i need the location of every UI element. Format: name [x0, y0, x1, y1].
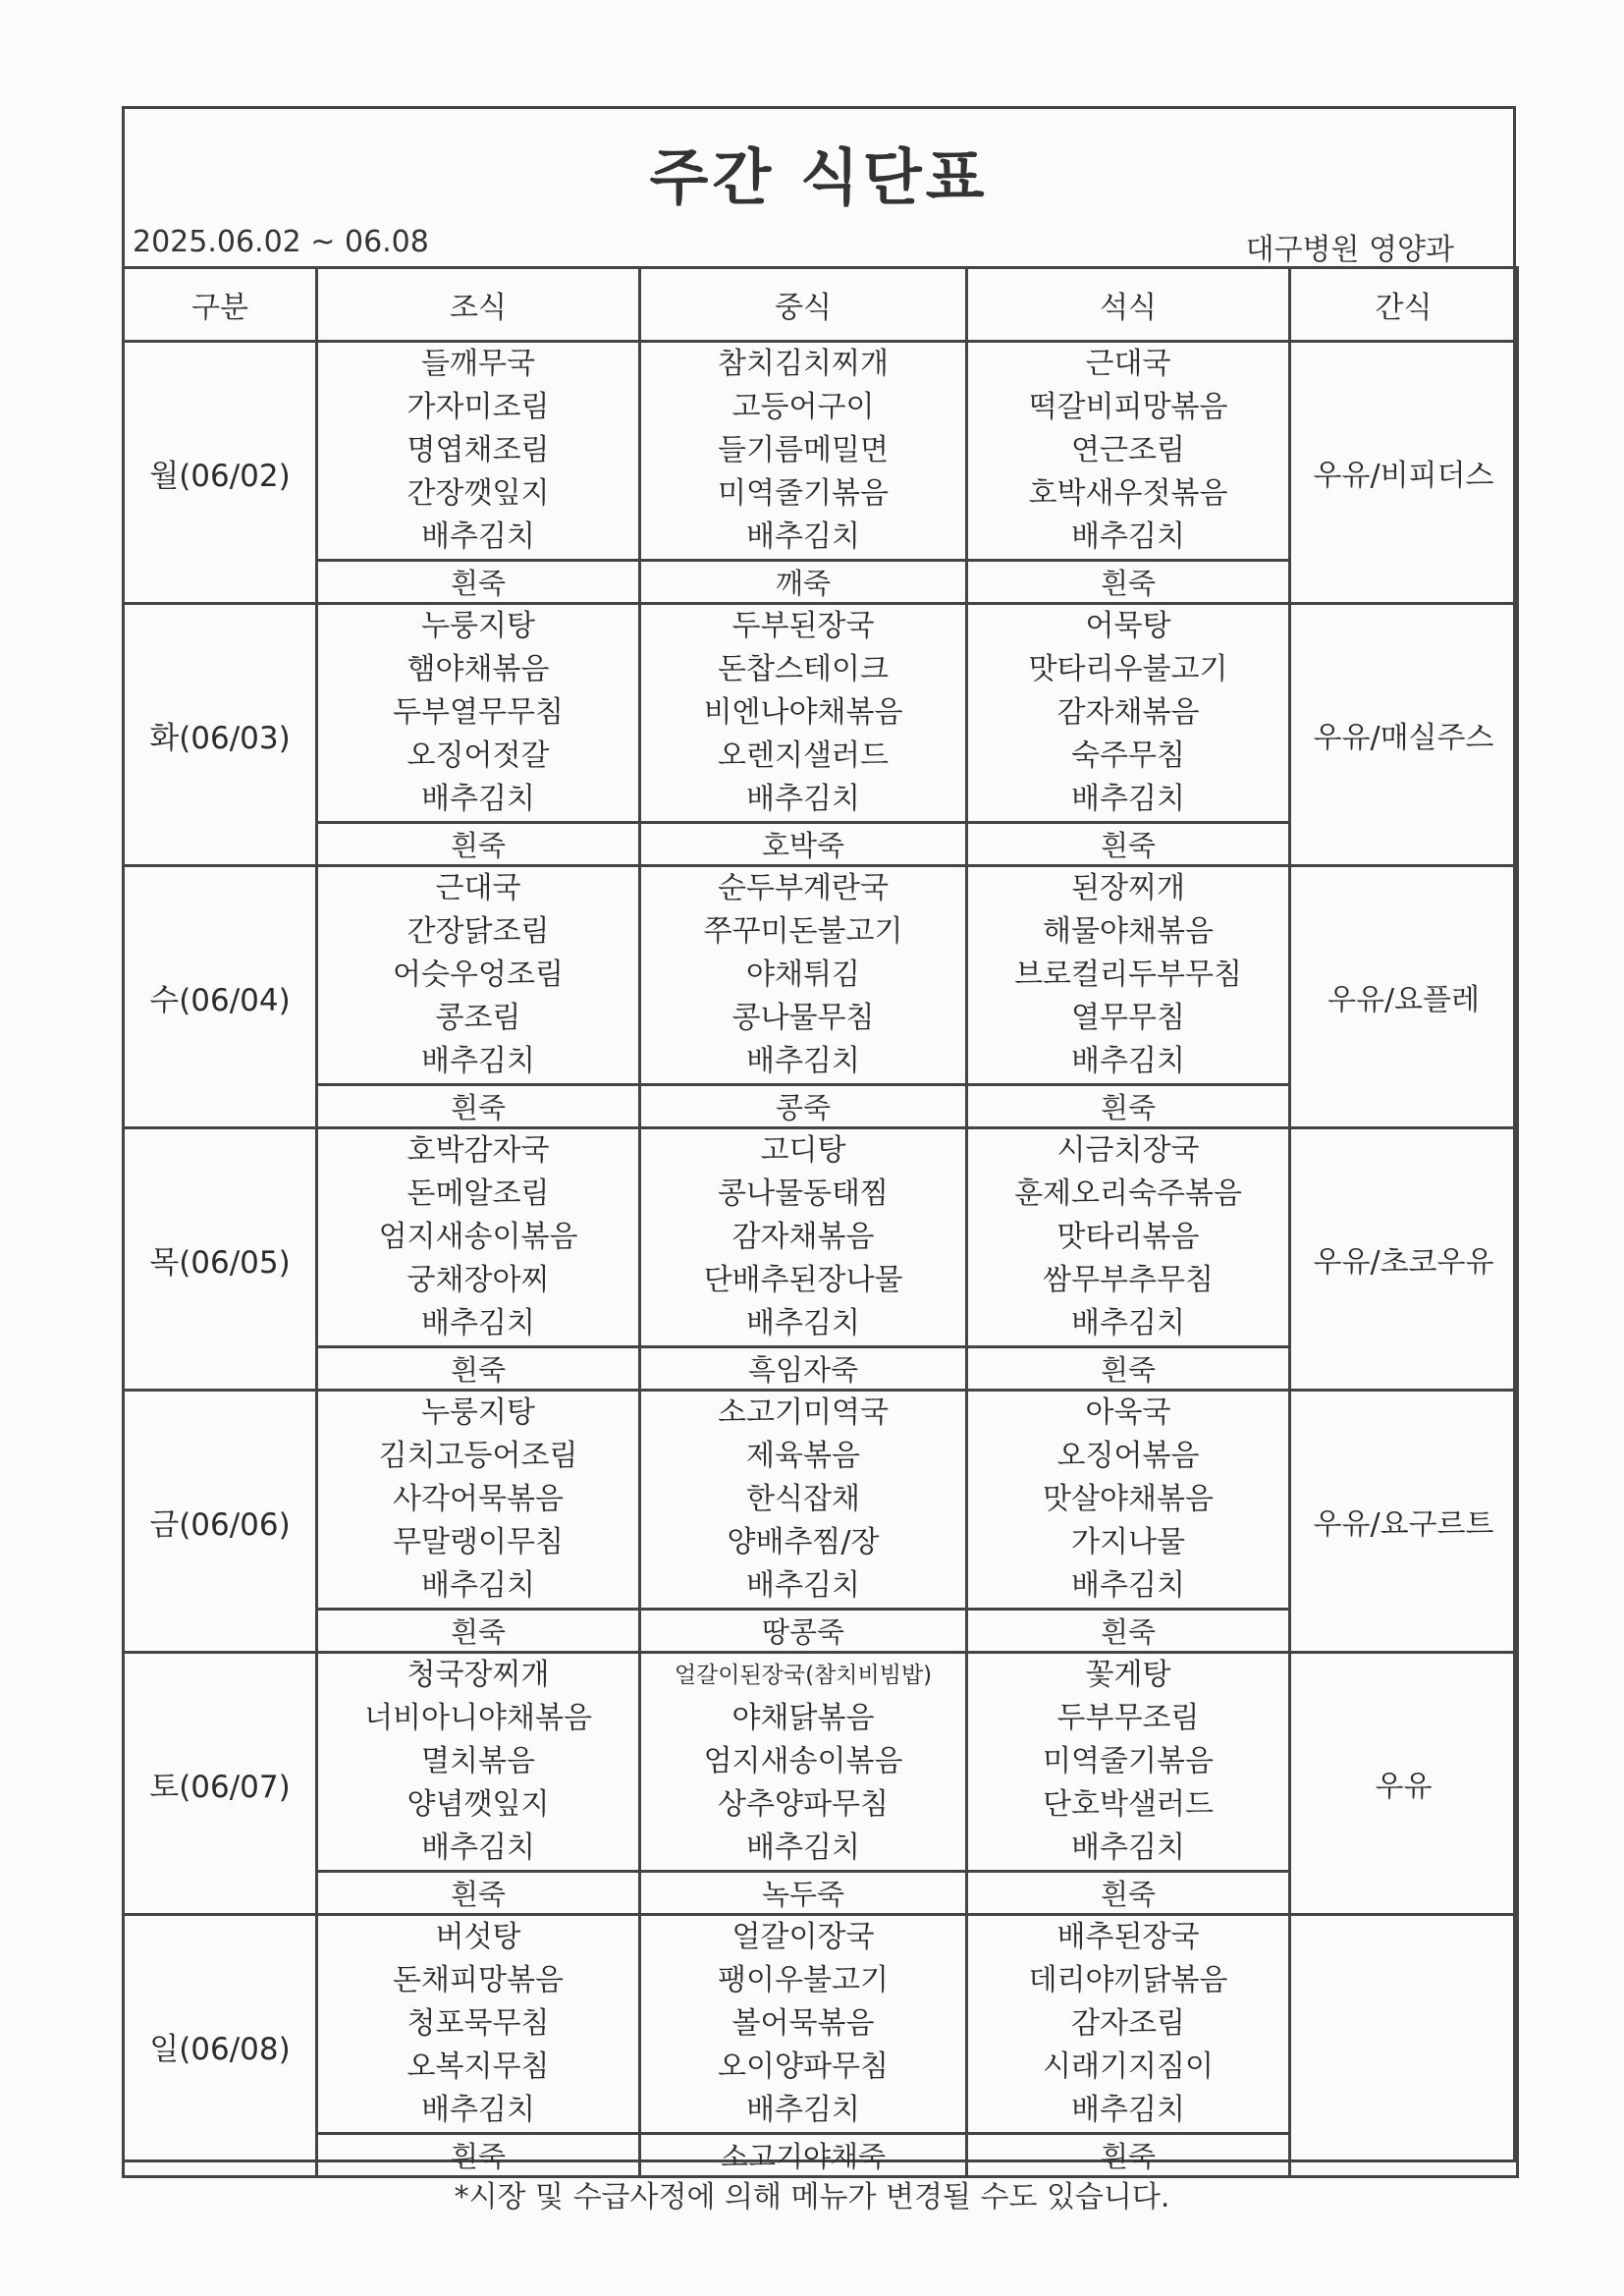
menu-item: 감자채볶음 [1056, 695, 1200, 730]
lunch-menu-cell [640, 1391, 967, 1610]
menu-item: 배추김치 [421, 1568, 535, 1603]
menu-item: 누룽지탕 [421, 1395, 535, 1430]
porridge-cell: 흑임자죽 [640, 1347, 967, 1391]
menu-item: 근대국 [435, 871, 521, 905]
menu-item: 오복지무침 [406, 2050, 550, 2084]
snack-cell: 우유/매실주스 [1290, 604, 1518, 866]
menu-item: 배추김치 [746, 1568, 860, 1603]
table-row [124, 604, 1518, 823]
menu-item: 얼갈이장국 [731, 1920, 875, 1954]
menu-item: 사각어묵볶음 [393, 1482, 564, 1516]
menu-item: 숙주무침 [1071, 738, 1185, 773]
porridge-cell: 흰죽 [317, 561, 640, 604]
menu-item: 들깨무국 [421, 347, 535, 381]
menu-item: 호박새우젓볶음 [1028, 476, 1228, 511]
snack-cell: 우유/요구르트 [1290, 1391, 1518, 1653]
menu-item: 콩나물동태찜 [718, 1176, 889, 1211]
menu-item: 비엔나야채볶음 [703, 695, 903, 730]
porridge-cell: 땅콩죽 [640, 1610, 967, 1653]
menu-item: 배추김치 [421, 1044, 535, 1078]
porridge-cell: 소고기야채죽 [640, 2134, 967, 2177]
snack-cell: 우유/요플레 [1290, 866, 1518, 1128]
menu-item: 엄지새송이볶음 [703, 1744, 903, 1778]
menu-item: 배추김치 [746, 1831, 860, 1865]
dinner-menu-cell [967, 604, 1290, 823]
porridge-cell: 흰죽 [317, 1610, 640, 1653]
dinner-menu-cell [967, 1391, 1290, 1610]
menu-item: 양배추찜/장 [727, 1525, 880, 1559]
menu-item: 팽이우불고기 [718, 1963, 889, 1997]
porridge-cell: 콩죽 [640, 1085, 967, 1128]
breakfast-menu-cell [317, 342, 640, 561]
breakfast-menu-cell [317, 604, 640, 823]
menu-item: 호박감자국 [406, 1133, 550, 1168]
menu-item: 두부열무무침 [393, 695, 564, 730]
menu-item: 미역줄기볶음 [718, 476, 889, 511]
menu-frame [122, 106, 1516, 2173]
menu-item: 훈제오리숙주볶음 [1014, 1176, 1242, 1211]
breakfast-menu-cell [317, 1391, 640, 1610]
column-header-breakfast: 조식 [317, 268, 640, 342]
menu-item: 연근조림 [1071, 433, 1185, 467]
menu-item: 맛살야채볶음 [1043, 1482, 1214, 1516]
menu-item: 오징어볶음 [1056, 1439, 1200, 1473]
menu-item: 배추김치 [1071, 1044, 1185, 1078]
weekly-menu-table [122, 266, 1519, 2178]
table-row [124, 866, 1518, 1085]
menu-item: 배추된장국 [1056, 1920, 1200, 1954]
snack-cell: 우유/비피더스 [1290, 342, 1518, 604]
menu-item: 고등어구이 [731, 390, 875, 424]
menu-item: 배추김치 [1071, 519, 1185, 554]
menu-item: 간장깻잎지 [406, 476, 550, 511]
table-row [124, 1128, 1518, 1347]
porridge-cell: 흰죽 [967, 823, 1290, 866]
menu-item: 누룽지탕 [421, 609, 535, 643]
day-label: 월(06/02) [124, 342, 317, 604]
table-row [124, 1391, 1518, 1610]
porridge-cell: 흰죽 [317, 1085, 640, 1128]
lunch-menu-cell [640, 1915, 967, 2134]
menu-item: 김치고등어조림 [378, 1439, 578, 1473]
day-label: 토(06/07) [124, 1653, 317, 1915]
menu-item: 배추김치 [746, 1044, 860, 1078]
porridge-cell: 흰죽 [967, 1610, 1290, 1653]
menu-item: 배추김치 [1071, 1831, 1185, 1865]
dinner-menu-cell [967, 1128, 1290, 1347]
menu-item: 멸치볶음 [421, 1744, 535, 1778]
header-row [124, 268, 1518, 342]
menu-item: 해물야채볶음 [1043, 914, 1214, 949]
menu-item: 오렌지샐러드 [718, 738, 889, 773]
porridge-cell: 녹두죽 [640, 1872, 967, 1915]
menu-item: 궁채장아찌 [406, 1263, 550, 1297]
menu-item: 가자미조림 [406, 390, 550, 424]
porridge-cell: 흰죽 [317, 1347, 640, 1391]
menu-item: 단호박샐러드 [1043, 1787, 1214, 1822]
menu-item: 감자채볶음 [731, 1220, 875, 1254]
porridge-cell: 흰죽 [967, 2134, 1290, 2177]
menu-item: 맛타리우불고기 [1028, 652, 1228, 686]
day-label: 목(06/05) [124, 1128, 317, 1391]
menu-item: 양념깻잎지 [406, 1787, 550, 1822]
menu-item: 너비아니야채볶음 [364, 1701, 592, 1735]
menu-item: 청포묵무침 [406, 2006, 550, 2041]
menu-item: 콩조림 [435, 1001, 521, 1035]
breakfast-menu-cell [317, 866, 640, 1085]
menu-item: 배추김치 [421, 1831, 535, 1865]
menu-item: 꽃게탕 [1085, 1658, 1171, 1692]
day-label: 수(06/04) [124, 866, 317, 1128]
menu-item: 배추김치 [421, 519, 535, 554]
menu-item: 볼어묵볶음 [731, 2006, 875, 2041]
menu-item: 배추김치 [421, 2093, 535, 2127]
menu-item: 순두부계란국 [718, 871, 889, 905]
dinner-menu-cell [967, 342, 1290, 561]
breakfast-menu-cell [317, 1653, 640, 1872]
porridge-cell: 흰죽 [967, 561, 1290, 604]
menu-item: 감자조림 [1071, 2006, 1185, 2041]
snack-cell: 우유/초코우유 [1290, 1128, 1518, 1391]
menu-item: 청국장찌개 [406, 1658, 550, 1692]
menu-item: 배추김치 [746, 2093, 860, 2127]
menu-item: 돈채피망볶음 [393, 1963, 564, 1997]
menu-item: 된장찌개 [1071, 871, 1185, 905]
menu-item: 배추김치 [421, 782, 535, 816]
menu-item: 열무무침 [1071, 1001, 1185, 1035]
dinner-menu-cell [967, 1653, 1290, 1872]
menu-item: 떡갈비피망볶음 [1028, 390, 1228, 424]
porridge-cell: 흰죽 [967, 1085, 1290, 1128]
menu-item: 아욱국 [1085, 1395, 1171, 1430]
menu-item: 돈메알조림 [406, 1176, 550, 1211]
menu-item: 오이양파무침 [718, 2050, 889, 2084]
menu-item: 단배추된장나물 [703, 1263, 903, 1297]
menu-item: 버섯탕 [435, 1920, 521, 1954]
day-label: 금(06/06) [124, 1391, 317, 1653]
menu-item: 엄지새송이볶음 [378, 1220, 578, 1254]
menu-item: 시금치장국 [1056, 1133, 1200, 1168]
menu-item: 어묵탕 [1085, 609, 1171, 643]
menu-item: 소고기미역국 [718, 1395, 889, 1430]
menu-item: 상추양파무침 [718, 1787, 889, 1822]
menu-item: 야채튀김 [746, 957, 860, 992]
menu-item: 쌈무부추무침 [1043, 1263, 1214, 1297]
porridge-cell: 흰죽 [317, 1872, 640, 1915]
menu-item: 시래기지짐이 [1043, 2050, 1214, 2084]
breakfast-menu-cell [317, 1128, 640, 1347]
menu-item: 배추김치 [746, 782, 860, 816]
menu-item: 데리야끼닭볶음 [1028, 1963, 1228, 1997]
menu-item: 참치김치찌개 [718, 347, 889, 381]
date-range: 2025.06.02 ~ 06.08 [133, 225, 429, 259]
menu-item: 근대국 [1085, 347, 1171, 381]
menu-item: 돈찹스테이크 [718, 652, 889, 686]
menu-item: 배추김치 [746, 519, 860, 554]
porridge-cell: 호박죽 [640, 823, 967, 866]
menu-item: 배추김치 [746, 1306, 860, 1340]
menu-item: 무말랭이무침 [393, 1525, 564, 1559]
menu-item: 명엽채조림 [406, 433, 550, 467]
lunch-menu-cell [640, 604, 967, 823]
menu-item: 두부된장국 [731, 609, 875, 643]
menu-item: 배추김치 [1071, 1306, 1185, 1340]
menu-item: 간장닭조림 [406, 914, 550, 949]
menu-item: 미역줄기볶음 [1043, 1744, 1214, 1778]
menu-item: 브로컬리두부무침 [1014, 957, 1242, 992]
dinner-menu-cell [967, 866, 1290, 1085]
menu-item: 콩나물무침 [731, 1001, 875, 1035]
column-header-category: 구분 [124, 268, 317, 342]
lunch-menu-cell [640, 1128, 967, 1347]
menu-item: 어슷우엉조림 [393, 957, 564, 992]
column-header-lunch: 중식 [640, 268, 967, 342]
footer-note: *시장 및 수급사정에 의해 메뉴가 변경될 수도 있습니다. [454, 2180, 1170, 2214]
porridge-cell: 흰죽 [317, 2134, 640, 2177]
lunch-menu-cell [640, 866, 967, 1085]
table-row [124, 342, 1518, 561]
menu-item: 배추김치 [1071, 782, 1185, 816]
table-row [124, 1653, 1518, 1872]
menu-item: 배추김치 [1071, 2093, 1185, 2127]
menu-item: 들기름메밀면 [718, 433, 889, 467]
porridge-cell: 흰죽 [967, 1347, 1290, 1391]
menu-item: 쭈꾸미돈불고기 [703, 914, 903, 949]
menu-item: 오징어젓갈 [406, 738, 550, 773]
dinner-menu-cell [967, 1915, 1290, 2134]
day-label: 화(06/03) [124, 604, 317, 866]
menu-item: 제육볶음 [746, 1439, 860, 1473]
menu-item: 두부무조림 [1056, 1701, 1200, 1735]
porridge-cell: 흰죽 [967, 1872, 1290, 1915]
menu-item: 배추김치 [421, 1306, 535, 1340]
menu-item: 맛타리볶음 [1056, 1220, 1200, 1254]
porridge-cell: 깨죽 [640, 561, 967, 604]
page-title: 주간 식단표 [649, 141, 989, 213]
lunch-menu-cell [640, 1653, 967, 1872]
menu-item: 야채닭볶음 [731, 1701, 875, 1735]
snack-cell: 우유 [1290, 1653, 1518, 1915]
department-label: 대구병원 영양과 [1245, 233, 1454, 267]
column-header-snack: 간식 [1290, 268, 1518, 342]
menu-item: 배추김치 [1071, 1568, 1185, 1603]
menu-item: 고디탕 [760, 1133, 846, 1168]
lunch-menu-cell [640, 342, 967, 561]
column-header-dinner: 석식 [967, 268, 1290, 342]
table-row [124, 1915, 1518, 2134]
porridge-cell: 흰죽 [317, 823, 640, 866]
day-label: 일(06/08) [124, 1915, 317, 2177]
menu-item: 한식잡채 [746, 1482, 860, 1516]
breakfast-menu-cell [317, 1915, 640, 2134]
menu-item: 얼갈이된장국(참치비빔밥) [674, 1663, 933, 1688]
menu-item: 가지나물 [1071, 1525, 1185, 1559]
snack-cell [1290, 1915, 1518, 2177]
menu-body [124, 342, 1518, 2177]
menu-item: 햄야채볶음 [406, 652, 550, 686]
